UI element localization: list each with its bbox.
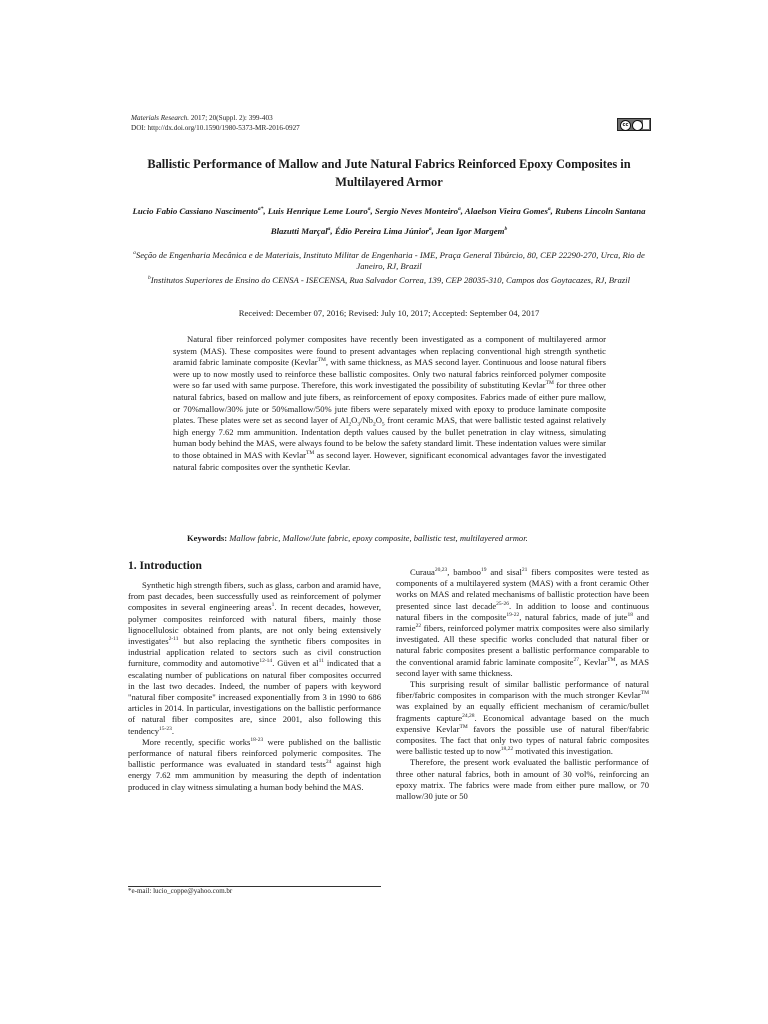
text-run: O (351, 415, 358, 426)
text-run: and sisal (486, 567, 522, 577)
citation-superscript: 18-23 (250, 736, 264, 743)
affiliation (128, 273, 650, 286)
text-run: as second layer. However, significant economical advantages favor the investigated natural fabric composites over the synthetic Kevlar. (173, 449, 606, 472)
author-separator: , (431, 225, 437, 236)
citation-superscript: 15-23 (159, 725, 172, 732)
text-run: More recently, specific works (142, 736, 251, 747)
citation-superscript: TM (317, 357, 326, 364)
text-run: . Güven et al (272, 658, 319, 669)
author-name: Lucio Fabio Cassiano Nascimento (132, 205, 258, 216)
right-column (396, 567, 649, 802)
author-separator: , (330, 225, 335, 236)
body-paragraph (396, 679, 649, 757)
author-affiliation-mark: a (327, 225, 331, 232)
text-run: Curaua (410, 567, 435, 577)
text-run: , as MAS second layer with same thickness. (396, 656, 650, 678)
citation-superscript: TM (306, 450, 315, 457)
author-separator: , (263, 205, 268, 216)
citation-superscript: 18 (627, 611, 633, 618)
subscript: 2 (372, 421, 376, 428)
text-run: Synthetic high strength fibers, such as glass, carbon and aramid have, from past decades, been successfully used as reinforcement of polymer composites in several engineering areas (128, 580, 381, 613)
body-paragraph (396, 757, 649, 802)
author-affiliation-mark: a (367, 206, 371, 212)
author-separator: , (460, 205, 465, 216)
received-dates: Received: December 07, 2016; Revised: July 10, 2017; Accepted: September 04, 2017 (238, 308, 540, 318)
text-run: , bamboo (447, 567, 481, 577)
text-run: This surprising result of similar ballistic performance of natural fiber/fabric composites in comparison with the much stronger Kevlar (396, 679, 649, 701)
citation-superscript: 27 (573, 656, 579, 663)
journal-name: Materials Research. (131, 114, 190, 122)
text-run: for three other natural fabrics, based on mallow and jute fibers, as reinforcement of epoxy composites. Fabrics made of either pure mallow, or 70%mallow/30% jute or 50%mallow/50% jute fibers were separately mixed with epoxy to produce laminate composite plates. These plates were set as second layer of Al (173, 380, 606, 426)
paper-title: Ballistic Performance of Mallow and Jute Natural Fabrics Reinforced Epoxy Composites in Multilayered Armor (147, 157, 631, 189)
citation-superscript: TM (459, 723, 468, 730)
text-run: front ceramic MAS, that were ballistic tested against relatively high energy 7.62 mm ammunition. Indentation depth values caused by the bullet penetration in clay witness, simulating human body behind the MAS, were always found to be below the safety standard limit. These indentation values were similar to those obtained in MAS with Kevlar (173, 415, 606, 460)
text-run: fibers composites were tested as components of a multilayered system (MAS) with a front ceramic Other works on MAS and related mechanisms of ballistic protection have been presented since last decade (396, 567, 649, 611)
text-run: . In recent decades, however, polymer composites reinforced with natural fibers, mainly those lignocellulosic obtained from plants, are not only being extensively investigates (128, 602, 381, 647)
citation-superscript: TM (640, 690, 649, 697)
affiliation (128, 248, 650, 273)
citation-superscript: 22 (415, 623, 422, 630)
citation-superscript: 25-26 (496, 600, 509, 607)
author-affiliation-mark: a (428, 225, 432, 232)
text-run: and ramie (396, 611, 650, 634)
author-separator: , (370, 205, 375, 216)
author-affiliation-mark: a (547, 206, 551, 212)
affiliation-text: Institutos Superiores de Ensino do CENSA - ISECENSA, Rua Salvador Correa, 139, CEP 28035-310, Campos dos Goytacazes, RJ, Brazil (150, 274, 630, 285)
citation-superscript: 12-14 (259, 658, 273, 665)
text-run: but also replacing the synthetic fibers composites in industrial application related to sectors such as civil construction furniture, commodity and automotive (128, 636, 381, 669)
subscript: 3 (357, 421, 361, 428)
text-run: indicated that a escalating number of publications on natural fiber composites occurred in the last two decades. Indeed, the number of papers with keyword "natural fiber composite" increased exponentially from 3 in 1990 to 686 articles in 2014. In particular, investigations on the ballistic performance of natural fiber composites are, since 2001, also following this tendency (128, 658, 381, 736)
journal-header (131, 114, 300, 133)
citation-superscript: 19-22 (506, 611, 520, 618)
subscript: 2 (348, 421, 352, 428)
text-run: /Nb (360, 415, 373, 426)
body-paragraph (128, 737, 381, 793)
affiliations (128, 248, 650, 286)
subscript: 5 (381, 421, 385, 428)
text-run: motivated this investigation. (513, 746, 613, 757)
author-list (128, 200, 650, 240)
cc-circle-icon: cc (620, 120, 631, 131)
citation-superscript: 19 (480, 567, 487, 574)
creative-commons-icon (617, 118, 651, 131)
affiliation-mark: a (133, 250, 136, 256)
citation-superscript: 21 (521, 567, 528, 574)
journal-volume: 2017; 20(Suppl. 2): 399-403 (189, 114, 273, 122)
text-run: , natural fabrics, made of jute (519, 611, 628, 622)
author-name: Jean Igor Margem (436, 225, 505, 236)
journal-citation (131, 114, 300, 124)
text-run: were published on the ballistic performance of natural fibers reinforced polymeric composites. The ballistic performance was evaluated in standard tests (128, 736, 381, 770)
body-paragraph (396, 567, 649, 679)
keywords (173, 533, 606, 543)
footnote-email: *e-mail: lucio_coppe@yahoo.com.br (128, 887, 233, 895)
text-run: , Kevlar (579, 656, 608, 667)
author-name: Sergio Neves Monteiro (374, 205, 458, 216)
text-run: , with same thickness, as MAS second layer. Continuous and loose natural fibers were up to now mostly used to reinforce these ballistic composites. Only two natural fabrics reinforced polymer composite were so far used with same purpose. Therefore, this work investigated the possibility of substituting Kevlar (173, 357, 606, 391)
keywords-text: Mallow fabric, Mallow/Jute fabric, epoxy composite, ballistic test, multilayered armor. (227, 533, 528, 543)
citation-superscript: 24,28 (462, 712, 475, 719)
journal-doi[interactable]: DOI: http://dx.doi.org/10.1590/1980-5373-MR-2016-0927 (131, 123, 300, 132)
author-name: Luis Henrique Leme Louro (267, 205, 368, 216)
author-name: Édio Pereira Lima Júnior (334, 225, 429, 236)
author-affiliation-mark: b (504, 225, 508, 232)
author-name: Alaelson Vieira Gomes (464, 205, 548, 216)
affiliation-mark: b (148, 274, 151, 281)
text-run: . (171, 725, 175, 736)
by-person-icon (632, 120, 643, 131)
author-affiliation-mark: a (457, 206, 461, 212)
text-run: favors the possible use of natural fiber/fabric composites. The fact that only two types of natural fabric composites were ballistic tested up to now (396, 723, 649, 757)
text-run: . In addition to loose and continuous natural fibers in the composite (396, 600, 649, 622)
text-run: . Economical advantage based on the much expensive Kevlar (396, 712, 649, 734)
author-name: Rubens Lincoln Santana Blazutti Marçal (270, 205, 646, 236)
text-run: Natural fiber reinforced polymer composites have recently been investigated as a component of multilayered armor system (MAS). These composites were found to present advantages when replacing conventional high strength synthetic aramid fabric laminate composite (Kevlar (173, 334, 606, 368)
citation-superscript: 18,22 (500, 746, 514, 753)
body-paragraph (128, 580, 381, 737)
section-heading: 1. Introduction (128, 560, 202, 572)
text-run: Therefore, the present work evaluated the ballistic performance of three other natural fabrics, both in amount of 30 vol%, reinforcing an epoxy matrix. The fabrics were made from either pure mallow, or 70 mallow/30 jute or 50 (396, 757, 649, 802)
text-run: fibers, reinforced polymer matrix composites were also similarly investigated. All these specific works concluded that natural fiber or natural fabric composites present a ballistic performance comparable to the conventional aramid fabric laminate composite (396, 623, 649, 667)
affiliation-text: Seção de Engenharia Mecânica e de Materiais, Instituto Militar de Engenharia - IME, Praça General Tibúrcio, 80, CEP 22290-270, Urca, Rio de Janeiro, RJ, Brazil (135, 249, 645, 272)
keywords-label: Keywords: (187, 533, 228, 543)
citation-superscript: TM (545, 380, 554, 387)
abstract (173, 334, 606, 473)
citation-superscript: 20,23 (434, 567, 448, 574)
citation-superscript: 24 (325, 759, 332, 766)
citation-superscript: 2-11 (168, 636, 179, 643)
citation-superscript: 1 (271, 602, 275, 609)
left-column (128, 559, 381, 793)
citation-superscript: 11 (318, 658, 324, 665)
text-run: against high energy 7.62 mm ammunition by measuring the depth of indentation produced in clay witness simulating a human body behind the MAS. (128, 759, 381, 792)
author-separator: , (550, 205, 556, 216)
citation-superscript: TM (607, 656, 616, 663)
author-affiliation-mark: a* (257, 206, 264, 212)
text-run: O (375, 415, 382, 426)
text-run: was explained by an equally efficient mechanism of ceramic/bullet fragments capture (396, 701, 649, 723)
